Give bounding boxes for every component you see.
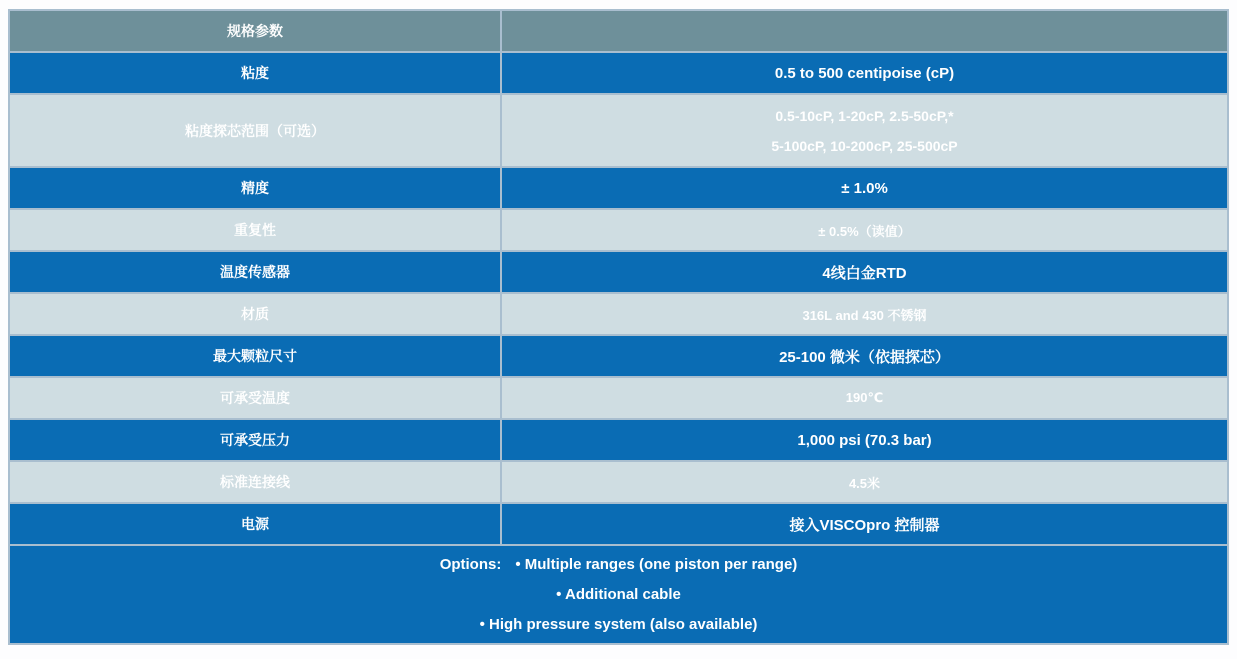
spec-label: 粘度 <box>9 52 501 94</box>
spec-label: 粘度探芯范围（可选） <box>9 94 501 167</box>
options-item-1: • Multiple ranges (one piston per range) <box>515 555 798 573</box>
table-header-title: 规格参数 <box>9 10 501 52</box>
spec-table <box>8 9 1229 645</box>
spec-label: 标准连接线 <box>9 461 501 503</box>
spec-value: 接入VISCOpro 控制器 <box>501 503 1228 545</box>
table-row-temp-sensor <box>9 251 1228 293</box>
table-row-max-particle <box>9 335 1228 377</box>
table-row-repeatability <box>9 209 1228 251</box>
spec-value: ± 0.5%（读值） <box>501 209 1228 251</box>
spec-value-line-1: 0.5-10cP, 1-20cP, 2.5-50cP,* <box>775 107 954 124</box>
table-row-standard-cable <box>9 461 1228 503</box>
spec-label: 电源 <box>9 503 501 545</box>
spec-label: 可承受温度 <box>9 377 501 419</box>
spec-label: 材质 <box>9 293 501 335</box>
options-item-3: • High pressure system (also available) <box>479 615 758 633</box>
table-row-viscosity <box>9 52 1228 94</box>
spec-value: 190℃ <box>501 377 1228 419</box>
table-row-power <box>9 503 1228 545</box>
spec-value: 316L and 430 不锈钢 <box>501 293 1228 335</box>
table-row-max-pressure <box>9 419 1228 461</box>
spec-value: ± 1.0% <box>501 167 1228 209</box>
spec-label: 重复性 <box>9 209 501 251</box>
options-item-2: • Additional cable <box>556 585 681 603</box>
spec-value: 0.5 to 500 centipoise (cP) <box>501 52 1228 94</box>
table-row-material <box>9 293 1228 335</box>
table-header-row <box>9 10 1228 52</box>
options-line-1 <box>10 550 1227 580</box>
spec-value-line-2: 5-100cP, 10-200cP, 25-500cP <box>771 137 958 154</box>
table-row-accuracy <box>9 167 1228 209</box>
table-footer-row <box>9 545 1228 644</box>
table-row-max-temperature <box>9 377 1228 419</box>
spec-value <box>501 94 1228 167</box>
table-header-empty-cell <box>501 10 1228 52</box>
spec-label: 可承受压力 <box>9 419 501 461</box>
spec-value: 1,000 psi (70.3 bar) <box>501 419 1228 461</box>
spec-label: 温度传感器 <box>9 251 501 293</box>
spec-value: 4.5米 <box>501 461 1228 503</box>
spec-label: 最大颗粒尺寸 <box>9 335 501 377</box>
table-row-piston-ranges <box>9 94 1228 167</box>
options-label: Options: <box>439 555 502 573</box>
spec-label: 精度 <box>9 167 501 209</box>
spec-value: 25-100 微米（依据探芯） <box>501 335 1228 377</box>
spec-value: 4线白金RTD <box>501 251 1228 293</box>
options-cell <box>9 545 1228 644</box>
